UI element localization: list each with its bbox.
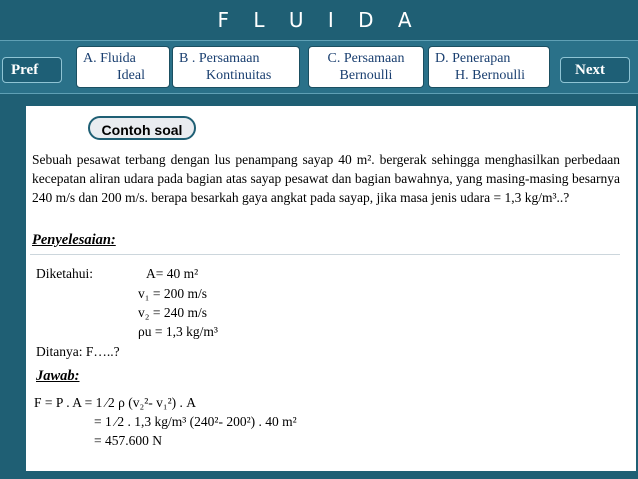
pref-button[interactable]: Pref bbox=[2, 57, 62, 83]
tab-label-line2: Kontinuitas bbox=[206, 68, 272, 83]
known-area: A= 40 m² bbox=[146, 266, 199, 281]
answer-line-1: F = P . A = 1 ⁄2 ρ (v₂²- v₁²) . A bbox=[34, 395, 196, 410]
tab-label-line2: H. Bernoulli bbox=[455, 68, 525, 83]
next-button[interactable]: Next bbox=[560, 57, 630, 83]
known-velocity-1: v₁ = 200 m/s bbox=[138, 286, 207, 301]
content-panel bbox=[26, 106, 636, 471]
tab-label-line1: A. Fluida bbox=[83, 51, 136, 66]
navigation-bar bbox=[0, 40, 638, 94]
known-velocity-2: v₂ = 240 m/s bbox=[138, 305, 207, 320]
tab-label-line1: C. Persamaan bbox=[327, 51, 405, 66]
asked-text: Ditanya: F…..? bbox=[36, 344, 120, 359]
known-density: ρu = 1,3 kg/m³ bbox=[138, 324, 218, 339]
answer-heading: Jawab: bbox=[36, 368, 80, 384]
tab-label-line1: B . Persamaan bbox=[179, 51, 260, 66]
tab-label-line2: Ideal bbox=[117, 68, 145, 83]
tab-penerapan-bernoulli[interactable] bbox=[428, 46, 550, 88]
tab-label-line2: Bernoulli bbox=[339, 68, 393, 83]
problem-text: Sebuah pesawat terbang dengan lus penampang sayap 40 m². bergerak sehingga menghasilkan perbedaan kecepatan aliran udara pada bagian atas sayap pesawat dan bagian bawahnya, yang masing-masing besarnya 240 m/s dan 200 m/s. berapa besarkah gaya angkat pada sayap, jika masa jenis udara = 1,3 kg/m³..? bbox=[32, 152, 620, 205]
tab-label-line1: D. Penerapan bbox=[435, 51, 511, 66]
top-bar bbox=[0, 0, 638, 42]
example-badge: Contoh soal bbox=[88, 116, 196, 140]
answer-line-3: = 457.600 N bbox=[94, 433, 162, 448]
tab-fluida-ideal[interactable] bbox=[76, 46, 170, 88]
slide-title: F L U I D A bbox=[217, 8, 421, 32]
divider bbox=[30, 254, 620, 255]
known-label: Diketahui: bbox=[36, 266, 93, 281]
answer-line-2: = 1 ⁄2 . 1,3 kg/m³ (240²- 200²) . 40 m² bbox=[94, 414, 297, 429]
solution-heading: Penyelesaian: bbox=[32, 232, 116, 248]
tab-persamaan-bernoulli[interactable] bbox=[308, 46, 424, 88]
tab-persamaan-kontinuitas[interactable] bbox=[172, 46, 300, 88]
